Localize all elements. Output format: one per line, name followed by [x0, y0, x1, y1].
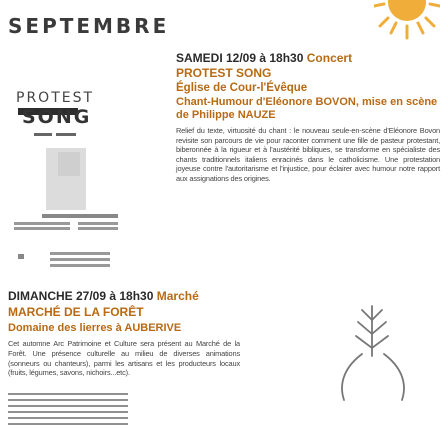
event-2: [8, 289, 240, 378]
poster-scrap-decoration: [8, 392, 134, 440]
event-2-header: [8, 289, 240, 303]
event-1-venue: Église de Cour-l'Évêque: [176, 82, 308, 94]
event-1-description: Relief du texte, virtuosité du chant : le nouveau seule-en-scène d'Eléonore Bovon revisite son parcours de vie pour raconter comment une fille de pasteur protestant, biberonnée à la rigueur et à l'austérité bibliques, se transforme en spécialiste des chants traditionnels italiens enracinés dans le catholicisme. Une protestation joyeuse contre l'autoritarisme et l'injustice, pour éclairer avec humour notre rapport aux assignations des origines.: [176, 126, 440, 183]
poster-title-line2: SONG: [22, 106, 92, 128]
event-1-header: [176, 51, 440, 65]
sun-icon: [374, 0, 440, 44]
month-heading: SEPTEMBRE: [8, 14, 170, 38]
event-2-kind: Marché: [156, 289, 199, 303]
event-2-date: DIMANCHE 27/09 à 18h30: [8, 289, 154, 303]
poster-title-line1: PROTEST: [16, 90, 95, 106]
event-1-kind: Concert: [306, 51, 353, 65]
poster-illustration: [8, 48, 124, 278]
event-1-date: SAMEDI 12/09 à 18h30: [176, 51, 304, 65]
event-poster: [8, 48, 124, 278]
event-1: [176, 51, 440, 184]
event-2-description: Cet automne Arc Patrimoine et Culture sera présent au Marché de la Forêt. Une présence culturelle au milieu de diverses animations (sonneurs ou chanteurs), parmi les artisans et les producteurs locaux (fruits, légumes, savons, nichoirs...etc).: [8, 339, 240, 378]
leaf-icon: [322, 296, 422, 402]
event-2-venue: Domaine des lierres à AUBERIVE: [8, 322, 182, 334]
event-2-title: MARCHÉ DE LA FORÊT: [8, 305, 144, 319]
event-1-credits: Chant-Humour d'Eléonore BOVON, mise en scène de Philippe NAUZE: [176, 96, 438, 121]
event-1-title: PROTEST SONG: [176, 66, 272, 80]
